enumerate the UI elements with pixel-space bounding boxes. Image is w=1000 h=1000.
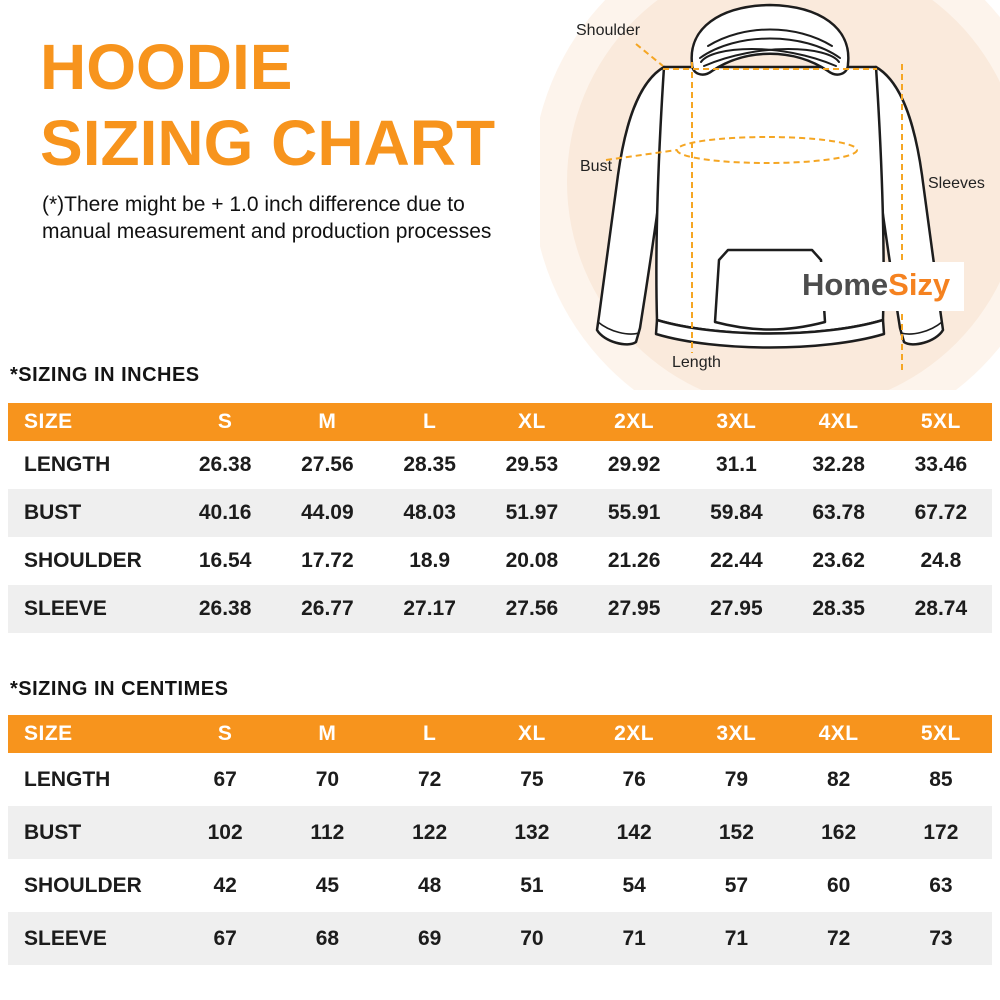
row-label-length: LENGTH — [24, 767, 111, 791]
sizing-table-centimes — [8, 715, 992, 965]
value-sleeve-5xl: 28.74 — [914, 597, 968, 620]
value-bust-s: 40.16 — [198, 501, 252, 524]
value-bust-xl: 132 — [514, 820, 550, 844]
hoodie-illustration — [540, 0, 1000, 390]
table-row-shoulder — [8, 859, 992, 912]
table-header-row — [8, 715, 992, 753]
value-length-4xl: 82 — [826, 767, 851, 791]
value-shoulder-5xl: 63 — [929, 873, 953, 897]
column-header-3xl: 3XL — [716, 722, 757, 745]
value-sleeve-5xl: 73 — [929, 926, 953, 950]
column-header-4xl: 4XL — [818, 722, 859, 745]
column-header-m: M — [318, 410, 337, 433]
value-bust-3xl: 152 — [718, 820, 754, 844]
value-bust-m: 112 — [310, 820, 345, 844]
page-title-line1: HOODIE — [40, 31, 293, 103]
column-header-size: SIZE — [24, 410, 73, 433]
sizing-table-inches — [8, 403, 992, 633]
value-bust-xl: 51.97 — [505, 501, 559, 524]
column-header-2xl: 2XL — [614, 410, 655, 433]
value-shoulder-3xl: 22.44 — [710, 549, 763, 572]
value-length-xl: 29.53 — [505, 453, 559, 476]
value-sleeve-3xl: 71 — [724, 926, 749, 950]
value-bust-5xl: 172 — [923, 820, 959, 844]
value-shoulder-s: 42 — [213, 873, 237, 897]
value-shoulder-s: 16.54 — [198, 549, 252, 572]
value-length-xl: 75 — [520, 767, 544, 791]
value-length-l: 28.35 — [403, 453, 456, 476]
value-bust-4xl: 162 — [821, 820, 857, 844]
value-shoulder-4xl: 23.62 — [812, 549, 865, 572]
bust-label: Bust — [580, 158, 613, 175]
column-header-m: M — [318, 722, 337, 745]
section-title-centimes: *SIZING IN CENTIMES — [10, 678, 229, 700]
value-bust-2xl: 142 — [616, 820, 652, 844]
value-bust-l: 48.03 — [403, 501, 456, 524]
value-length-m: 27.56 — [301, 453, 354, 476]
column-header-2xl: 2XL — [614, 722, 655, 745]
column-header-s: S — [217, 410, 233, 433]
row-label-bust: BUST — [24, 820, 82, 844]
disclaimer-line2: manual measurement and production processes — [42, 219, 492, 243]
column-header-s: S — [217, 722, 233, 745]
value-length-3xl: 31.1 — [715, 453, 757, 476]
value-length-5xl: 85 — [929, 767, 953, 791]
value-length-5xl: 33.46 — [914, 453, 968, 476]
table-row-bust — [8, 489, 992, 537]
value-sleeve-4xl: 28.35 — [812, 597, 865, 620]
value-sleeve-m: 68 — [315, 926, 340, 950]
value-shoulder-3xl: 57 — [724, 873, 749, 897]
value-sleeve-s: 26.38 — [198, 597, 252, 620]
value-bust-2xl: 55.91 — [607, 501, 661, 524]
column-header-size: SIZE — [24, 722, 73, 745]
value-shoulder-4xl: 60 — [826, 873, 851, 897]
table-row-length — [8, 441, 992, 489]
shoulder-label: Shoulder — [576, 22, 641, 39]
value-sleeve-xl: 70 — [520, 926, 544, 950]
table-row-sleeve — [8, 585, 992, 633]
value-bust-4xl: 63.78 — [812, 501, 865, 524]
logo-part-home: Home — [802, 267, 889, 302]
value-sleeve-2xl: 27.95 — [607, 597, 661, 620]
hoodie-measurement-diagram — [540, 0, 1000, 390]
logo-part-sizy: Sizy — [888, 267, 951, 302]
value-shoulder-l: 48 — [417, 873, 442, 897]
value-length-2xl: 76 — [622, 767, 646, 791]
value-length-4xl: 32.28 — [812, 453, 865, 476]
table-row-bust — [8, 806, 992, 859]
value-bust-s: 102 — [207, 820, 243, 844]
value-shoulder-l: 18.9 — [409, 549, 451, 572]
row-label-shoulder: SHOULDER — [24, 549, 142, 572]
column-header-5xl: 5XL — [920, 722, 961, 745]
row-label-sleeve: SLEEVE — [24, 926, 107, 950]
value-sleeve-xl: 27.56 — [505, 597, 559, 620]
page-title-line2: SIZING CHART — [40, 106, 496, 179]
value-length-l: 72 — [417, 767, 442, 791]
row-label-length: LENGTH — [24, 453, 111, 476]
value-length-s: 67 — [213, 767, 237, 791]
length-label: Length — [672, 354, 721, 371]
table-row-length — [8, 753, 992, 806]
disclaimer-line1: (*)There might be + 1.0 inch difference due to — [42, 193, 465, 216]
sleeves-label: Sleeves — [928, 175, 985, 192]
value-length-2xl: 29.92 — [607, 453, 661, 476]
value-bust-m: 44.09 — [301, 501, 354, 524]
column-header-3xl: 3XL — [716, 410, 757, 433]
section-title-inches: *SIZING IN INCHES — [10, 364, 200, 386]
value-sleeve-l: 69 — [417, 926, 442, 950]
table-header-row — [8, 403, 992, 441]
value-sleeve-3xl: 27.95 — [710, 597, 763, 620]
column-header-5xl: 5XL — [920, 410, 961, 433]
value-length-s: 26.38 — [198, 453, 252, 476]
row-label-bust: BUST — [24, 501, 82, 524]
value-bust-l: 122 — [412, 820, 448, 844]
value-shoulder-xl: 51 — [520, 873, 544, 897]
homesizy-logo — [788, 262, 964, 311]
value-shoulder-m: 17.72 — [301, 549, 354, 572]
value-length-m: 70 — [315, 767, 340, 791]
disclaimer-text — [42, 192, 491, 246]
column-header-4xl: 4XL — [818, 410, 859, 433]
value-length-3xl: 79 — [724, 767, 749, 791]
value-sleeve-4xl: 72 — [826, 926, 851, 950]
value-sleeve-2xl: 71 — [622, 926, 646, 950]
value-sleeve-m: 26.77 — [301, 597, 354, 620]
value-bust-5xl: 67.72 — [914, 501, 968, 524]
value-shoulder-xl: 20.08 — [505, 549, 559, 572]
column-header-xl: XL — [517, 410, 546, 433]
column-header-l: L — [422, 722, 437, 745]
value-shoulder-m: 45 — [315, 873, 340, 897]
column-header-xl: XL — [517, 722, 546, 745]
value-sleeve-l: 27.17 — [403, 597, 456, 620]
table-row-shoulder — [8, 537, 992, 585]
table-row-sleeve — [8, 912, 992, 965]
value-shoulder-5xl: 24.8 — [920, 549, 962, 572]
row-label-sleeve: SLEEVE — [24, 597, 107, 620]
value-bust-3xl: 59.84 — [710, 501, 763, 524]
value-shoulder-2xl: 21.26 — [607, 549, 661, 572]
row-label-shoulder: SHOULDER — [24, 873, 142, 897]
page-title — [40, 30, 495, 181]
value-shoulder-2xl: 54 — [622, 873, 646, 897]
value-sleeve-s: 67 — [213, 926, 237, 950]
column-header-l: L — [422, 410, 437, 433]
